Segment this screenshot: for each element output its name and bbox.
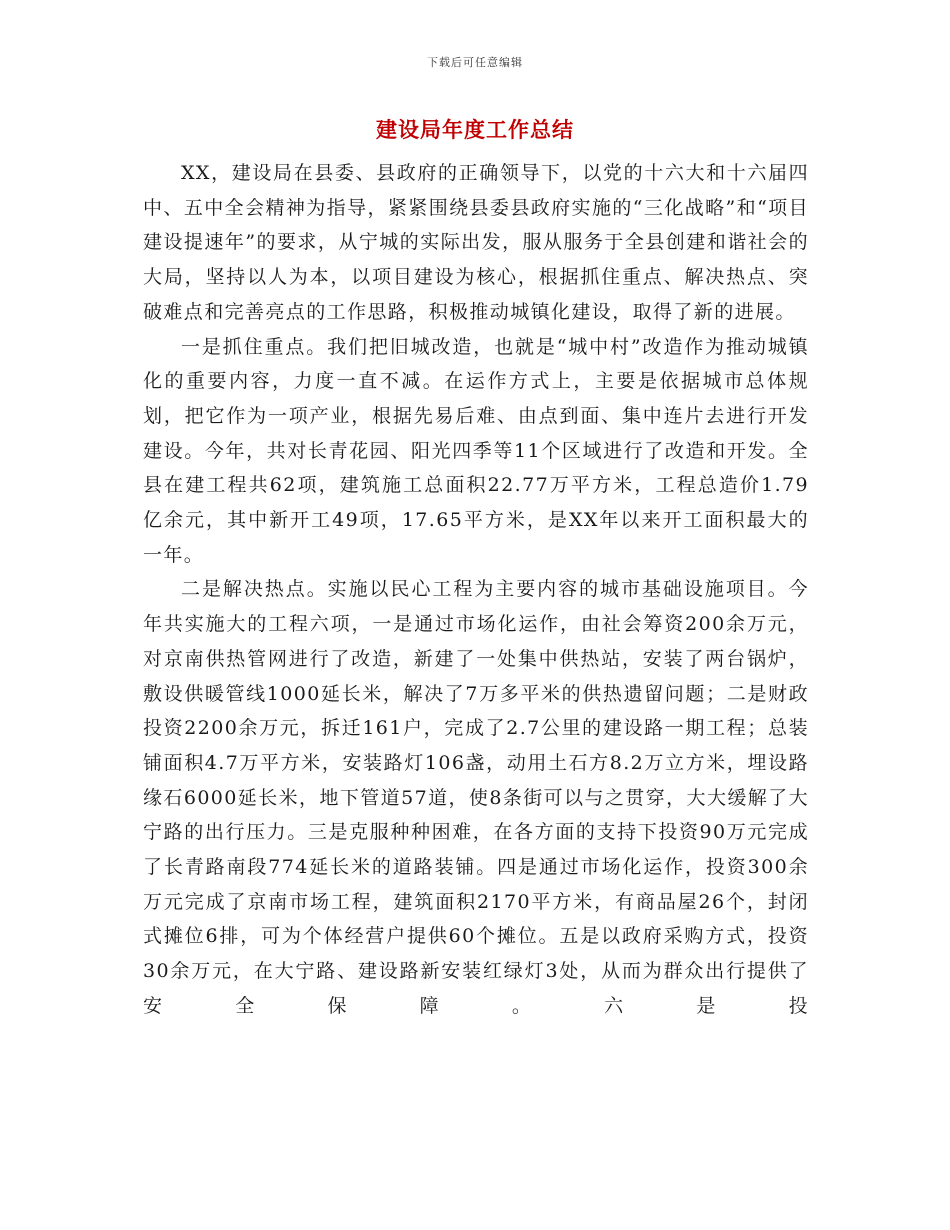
document-body	[143, 156, 809, 1024]
document-title: 建设局年度工作总结	[376, 117, 574, 142]
paragraph-intro: XX，建设局在县委、县政府的正确领导下，以党的十六大和十六届四中、五中全会精神为指导，紧紧围绕县委县政府实施的“三化战略”和“项目建设提速年”的要求，从宁城的实际出发，服从服务于全县创建和谐社会的大局，坚持以人为本，以项目建设为核心，根据抓住重点、解决热点、突破难点和完善亮点的工作思路，积极推动城镇化建设，取得了新的进展。	[143, 162, 809, 323]
paragraph-hot-issues: 二是解决热点。实施以民心工程为主要内容的城市基础设施项目。今年共实施大的工程六项，一是通过市场化运作，由社会筹资200余万元，对京南供热管网进行了改造，新建了一处集中供热站，安装了两台锅炉，敷设供暖管线1000延长米，解决了7万多平米的供热遗留问题；二是财政投资2200余万元，拆迁161户，完成了2.7公里的建设路一期工程；总装铺面积4.7万平方米，安装路灯106盏，动用土石方8.2万立方米，埋设路缘石6000延长米，地下管道57道，使8条街可以与之贯穿，大大缓解了大宁路的出行压力。三是克服种种困难，在各方面的支持下投资90万元完成了长青路南段774延长米的道路装铺。四是通过市场化运作，投资300余万元完成了京南市场工程，建筑面积2170平方米，有商品屋26个，封闭式摊位6排，可为个体经营户提供60个摊位。五是以政府采购方式，投资30余万元，在大宁路、建设路新安装红绿灯3处，从而为群众出行提供了安全保障。六是投	[143, 578, 809, 1017]
header-note: 下载后可任意编辑	[427, 56, 523, 69]
paragraph-key-points: 一是抓住重点。我们把旧城改造，也就是“城中村”改造作为推动城镇化的重要内容，力度一直不减。在运作方式上，主要是依据城市总体规划，把它作为一项产业，根据先易后难、由点到面、集中连片去进行开发建设。今年，共对长青花园、阳光四季等11个区域进行了改造和开发。全县在建工程共62项，建筑施工总面积22.77万平方米，工程总造价1.79亿余元，其中新开工49项，17.65平方米，是XX年以来开工面积最大的一年。	[143, 335, 809, 566]
